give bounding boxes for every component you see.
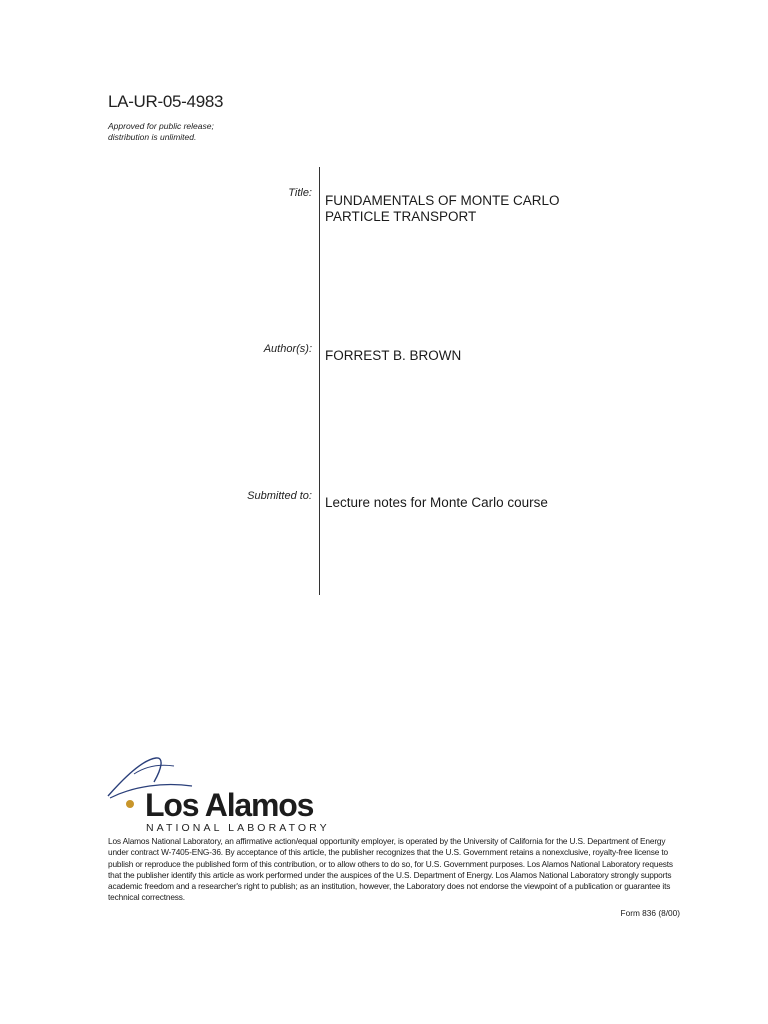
authors-label: Author(s): xyxy=(263,343,312,355)
release-note-line: Approved for public release; xyxy=(108,121,214,131)
logo-subtitle: NATIONAL LABORATORY xyxy=(146,822,330,834)
submitted-label: Submitted to: xyxy=(247,490,312,502)
release-note xyxy=(108,121,308,142)
form-number: Form 836 (8/00) xyxy=(620,908,680,918)
title-line: PARTICLE TRANSPORT xyxy=(325,209,477,224)
logo-wordmark: Los Alamos xyxy=(145,787,314,823)
title-label: Title: xyxy=(288,187,312,199)
legal-disclaimer: Los Alamos National Laboratory, an affirmative action/equal opportunity employer, is operated by the University of California for the U.S. Department of Energy under contract W-7405-ENG-36. By acceptance of this article, the publisher recognizes that the U.S. Government retains a nonexclusive, royalty-free license to publish or reproduce the published form of this contribution, or to allow others to do so, for U.S. Government purposes. Los Alamos National Laboratory requests that the publisher identify this article as work performed under the auspices of the U.S. Department of Energy. Los Alamos National Laboratory strongly supports academic freedom and a researcher's right to publish; as an institution, however, the Laboratory does not endorse the viewpoint of a publication or guarantee its technical correctness. xyxy=(108,836,673,903)
field-divider xyxy=(319,167,320,595)
release-note-line: distribution is unlimited. xyxy=(108,131,197,142)
report-number: LA-UR-05-4983 xyxy=(108,92,224,111)
submitted-value: Lecture notes for Monte Carlo course xyxy=(325,495,548,510)
title-line: FUNDAMENTALS OF MONTE CARLO xyxy=(325,193,560,208)
authors-value: FORREST B. BROWN xyxy=(325,348,462,363)
title-value xyxy=(325,193,705,225)
